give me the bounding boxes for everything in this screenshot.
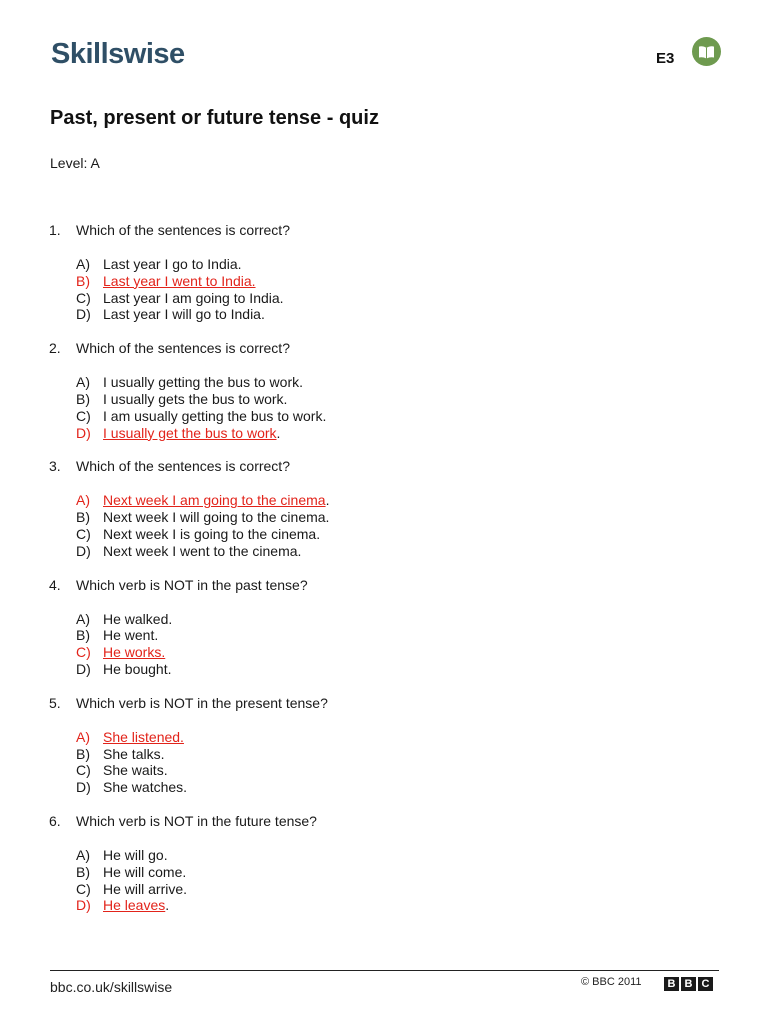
footer-url: bbc.co.uk/skillswise <box>50 979 173 995</box>
option-punctuation: . <box>325 492 330 509</box>
option-text: He will go. <box>103 847 168 863</box>
option-letter: B) <box>76 391 90 407</box>
option-letter: B) <box>76 863 90 880</box>
option-letter: B) <box>76 627 90 644</box>
option-letter: D) <box>76 424 91 441</box>
option-text: Last year I will go to India. <box>103 306 265 323</box>
option-letter: B) <box>76 745 90 762</box>
option-letter: A) <box>76 492 90 509</box>
question-number: 2. <box>49 340 61 357</box>
answer-option <box>76 847 168 864</box>
answer-option <box>76 256 242 273</box>
option-letter: A) <box>76 374 90 391</box>
option-letter: A) <box>76 728 90 745</box>
answer-option <box>76 306 265 323</box>
option-text: He works. <box>103 644 166 661</box>
bbc-logo-letter: B <box>681 977 696 991</box>
option-text: I usually gets the bus to work. <box>103 391 288 407</box>
option-letter: C) <box>76 644 91 661</box>
question-prompt: Which of the sentences is correct? <box>76 222 290 238</box>
question-number: 4. <box>49 576 61 593</box>
question-number: 6. <box>49 813 61 829</box>
question-text <box>49 458 290 475</box>
answer-option-correct <box>76 729 184 746</box>
level-label: Level: A <box>50 155 100 171</box>
question-text <box>49 222 290 239</box>
level-code: E3 <box>656 50 675 67</box>
option-text: I usually getting the bus to work. <box>103 374 303 391</box>
bbc-logo-letter: B <box>664 977 679 991</box>
option-text: Last year I go to India. <box>103 256 242 272</box>
answer-option <box>76 509 329 526</box>
option-text: He walked. <box>103 610 173 627</box>
option-text: I usually get the bus to work <box>103 424 277 441</box>
question-prompt: Which of the sentences is correct? <box>76 340 290 357</box>
option-text: I am usually getting the bus to work. <box>103 407 327 424</box>
question-text <box>49 577 308 594</box>
option-punctuation: . <box>165 897 170 914</box>
answer-option <box>76 627 158 644</box>
option-text: She watches. <box>103 779 188 796</box>
option-text: Next week I am going to the cinema <box>103 492 326 509</box>
question-number: 1. <box>49 222 61 238</box>
question-prompt: Which verb is NOT in the past tense? <box>76 576 308 593</box>
bbc-logo-letter: C <box>698 977 713 991</box>
page-title: Past, present or future tense - quiz <box>50 107 379 129</box>
answer-option <box>76 526 320 543</box>
option-letter: C) <box>76 880 91 897</box>
option-letter: D) <box>76 542 91 559</box>
question-text <box>49 340 290 357</box>
option-letter: B) <box>76 509 90 526</box>
question-prompt: Which of the sentences is correct? <box>76 458 290 475</box>
option-letter: A) <box>76 610 90 627</box>
option-text: She talks. <box>103 745 165 762</box>
option-letter: D) <box>76 661 91 677</box>
answer-option <box>76 762 168 779</box>
answer-option <box>76 408 326 425</box>
answer-option <box>76 290 284 307</box>
option-letter: D) <box>76 897 91 914</box>
answer-option <box>76 864 186 881</box>
skillswise-logo: Skillswise <box>51 38 185 70</box>
option-text: Last year I am going to India. <box>103 289 284 306</box>
option-text: He went. <box>103 627 159 644</box>
answer-option-correct <box>76 492 329 509</box>
footer-divider <box>50 970 719 971</box>
option-letter: C) <box>76 762 91 779</box>
question-number: 3. <box>49 458 61 475</box>
option-punctuation: . <box>276 424 281 441</box>
option-text: He will arrive. <box>103 880 188 897</box>
option-text: Next week I is going to the cinema. <box>103 526 321 542</box>
copyright-notice: © BBC 2011 <box>581 976 642 988</box>
answer-option <box>76 661 172 678</box>
option-text: Next week I will going to the cinema. <box>103 509 330 526</box>
option-text: He leaves <box>103 897 166 914</box>
option-text: He will come. <box>103 863 187 880</box>
answer-option <box>76 611 172 628</box>
open-book-icon <box>692 37 721 66</box>
option-letter: B) <box>76 272 90 289</box>
option-text: She waits. <box>103 762 168 779</box>
option-text: He bought. <box>103 661 172 677</box>
answer-option-correct <box>76 644 165 661</box>
option-letter: C) <box>76 289 91 306</box>
answer-option <box>76 746 164 763</box>
option-letter: D) <box>76 779 91 796</box>
option-letter: C) <box>76 526 91 542</box>
question-text <box>49 813 317 830</box>
question-number: 5. <box>49 694 61 711</box>
answer-option-correct <box>76 897 169 914</box>
option-letter: D) <box>76 306 91 323</box>
option-letter: A) <box>76 847 90 863</box>
option-text: She listened. <box>103 728 184 745</box>
question-text <box>49 695 328 712</box>
answer-option <box>76 881 187 898</box>
option-text: Next week I went to the cinema. <box>103 542 302 559</box>
answer-option-correct <box>76 273 256 290</box>
answer-option <box>76 779 187 796</box>
option-letter: A) <box>76 256 90 272</box>
answer-option <box>76 391 287 408</box>
answer-option <box>76 374 303 391</box>
option-text: Last year I went to India. <box>103 272 256 289</box>
question-prompt: Which verb is NOT in the present tense? <box>76 694 328 711</box>
answer-option-correct <box>76 425 280 442</box>
question-prompt: Which verb is NOT in the future tense? <box>76 813 317 829</box>
answer-option <box>76 543 301 560</box>
bbc-logo <box>664 977 713 991</box>
option-letter: C) <box>76 407 91 424</box>
